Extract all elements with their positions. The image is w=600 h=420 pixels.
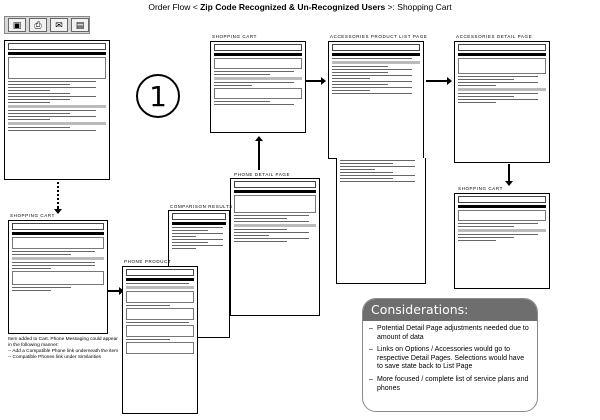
page-title [0, 0, 600, 14]
note-line: in the following manner: [8, 343, 59, 348]
print-icon[interactable]: ⎙ [29, 18, 47, 32]
consideration-item: – Potential Detail Page adjustments needed due to amount of data [369, 325, 529, 341]
note-line: -- Add a Compatible Phone link underneath the item [8, 349, 119, 354]
label-shopping-cart-right: SHOPPING CART [458, 186, 503, 191]
dotted-connector [57, 182, 59, 208]
label-comparison: COMPARISON RESULTS [170, 204, 233, 209]
arrow-detail-to-cart [508, 164, 510, 182]
accessories-detail-mock[interactable] [454, 41, 550, 163]
label-accessories-list: ACCESSORIES PRODUCT LIST PAGE [330, 34, 428, 39]
arrow-cart-to-phone [108, 290, 120, 292]
shopping-cart-right-mock[interactable] [454, 193, 550, 289]
arrow-list-to-detail [426, 80, 448, 82]
arrow-cart-to-accessories [306, 80, 322, 82]
phone-detail-mock[interactable] [230, 178, 320, 316]
label-phone-detail: PHONE DETAIL PAGE [234, 172, 291, 177]
title-bold: Zip Code Recognized & Un-Recognized Users [200, 2, 386, 12]
note-line: Item added to Cart. Phone Messaging could appear [8, 337, 118, 342]
title-prefix: Order Flow < [148, 2, 201, 12]
arrow-detail-to-cart-top [258, 140, 260, 170]
toolbar [4, 16, 90, 34]
shopping-cart-left-mock[interactable] [8, 220, 108, 334]
label-shopping-cart-left: SHOPPING CART [10, 213, 55, 218]
accessories-list-back-mock [336, 158, 426, 284]
save-icon[interactable]: ▣ [8, 18, 26, 32]
accessories-list-mock[interactable] [328, 41, 424, 159]
arrow-down-left [57, 206, 59, 210]
note-line: -- Compatible Phones link under Similarities [8, 355, 102, 360]
label-phone-product: PHONE PRODUCT [124, 259, 172, 264]
shopping-cart-top-mock[interactable] [210, 41, 306, 133]
consideration-item: – Links on Options / Accessories would go to respective Detail Pages. Selections would have to save state back to List Page [369, 346, 525, 371]
title-suffix: >: Shopping Cart [385, 2, 452, 12]
label-accessories-detail: ACCESSORIES DETAIL PAGE [456, 34, 533, 39]
start-page-mock[interactable] [4, 40, 110, 180]
considerations-panel [362, 298, 538, 412]
considerations-title: Considerations: [363, 299, 537, 321]
consideration-item: – More focused / complete list of service plans and phones [369, 375, 529, 392]
phone-product-mock[interactable] [122, 266, 198, 414]
cart-note [8, 337, 118, 361]
email-icon[interactable]: ✉ [50, 18, 68, 32]
step-number: 1 [136, 74, 180, 118]
label-shopping-cart-top: SHOPPING CART [212, 34, 257, 39]
export-icon[interactable]: ▤ [71, 18, 89, 32]
